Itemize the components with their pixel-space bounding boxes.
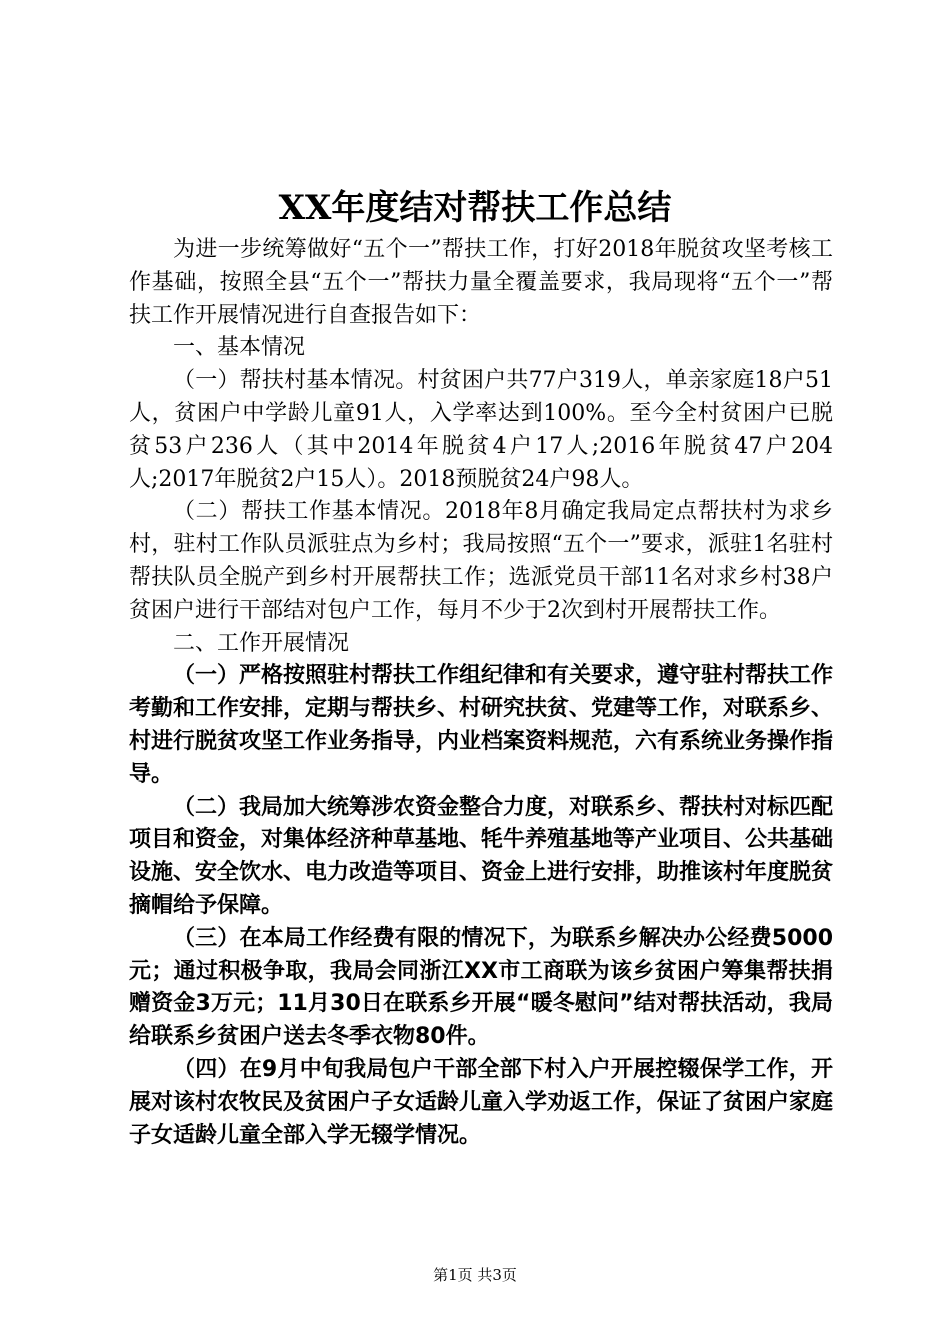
section-heading-progress: 二、工作开展情况 [173, 630, 350, 656]
paragraph-text: 2018年8月确定我局定点帮扶村为求乡村，驻村工作队员派驻点为乡村；我局按照“五个一”要求，派驻1名驻村帮扶队员全脱产到乡村开展帮扶工作；选派党员干部11名对求乡村38户贫困户进行干部结对包户工作，每月不少于2次到村开展帮扶工作。 [129, 499, 833, 623]
progress-paragraphs [129, 660, 833, 1152]
page-footer: 第1页 共3页 [433, 1266, 517, 1284]
intro-paragraph: 为进一步统筹做好“五个一”帮扶工作，打好2018年脱贫攻坚考核工作基础，按照全县“五个一”帮扶力量全覆盖要求，我局现将“五个一”帮扶工作开展情况进行自查报告如下： [129, 237, 833, 328]
paragraph-village-basic [129, 365, 833, 496]
paragraph-lead: （一）帮扶村基本情况。 [173, 368, 418, 394]
section-heading-basic: 一、基本情况 [173, 335, 306, 361]
paragraph-work-basic [129, 496, 833, 627]
document-body [129, 234, 833, 1152]
paragraph-text: 村贫困户共77户319人，单亲家庭18户51人，贫困户中学龄儿童91人，入学率达到100%。至今全村贫困户已脱贫53户236人（其中2014年脱贫4户17人;2016年脱贫47户204人;2017年脱贫2户15人）。2018预脱贫24户98人。 [129, 368, 833, 492]
paragraph-education: （四）在9月中旬我局包户干部全部下村入户开展控辍保学工作，开展对该村农牧民及贫困户子女适龄儿童入学劝返工作，保证了贫困户家庭子女适龄儿童全部入学无辍学情况。 [129, 1056, 834, 1148]
paragraph-lead: （二）帮扶工作基本情况。 [173, 499, 445, 525]
paragraph-funds: （二）我局加大统筹涉农资金整合力度，对联系乡、帮扶村对标匹配项目和资金，对集体经济种草基地、牦牛养殖基地等产业项目、公共基础设施、安全饮水、电力改造等项目、资金上进行安排，助推该村年度脱贫摘帽给予保障。 [129, 794, 834, 918]
paragraph-donation: （三）在本局工作经费有限的情况下，为联系乡解决办公经费5000元；通过积极争取，我局会同浙江XX市工商联为该乡贫困户筹集帮扶捐赠资金3万元；11月30日在联系乡开展“暖冬慰问”结对帮扶活动，我局给联系乡贫困户送去冬季衣物80件。 [129, 925, 833, 1050]
document-title: XX年度结对帮扶工作总结 [278, 188, 672, 228]
paragraph-discipline: （一）严格按照驻村帮扶工作组纪律和有关要求，遵守驻村帮扶工作考勤和工作安排，定期与帮扶乡、村研究扶贫、党建等工作，对联系乡、村进行脱贫攻坚工作业务指导，内业档案资料规范，六有系统业务操作指导。 [129, 663, 834, 787]
